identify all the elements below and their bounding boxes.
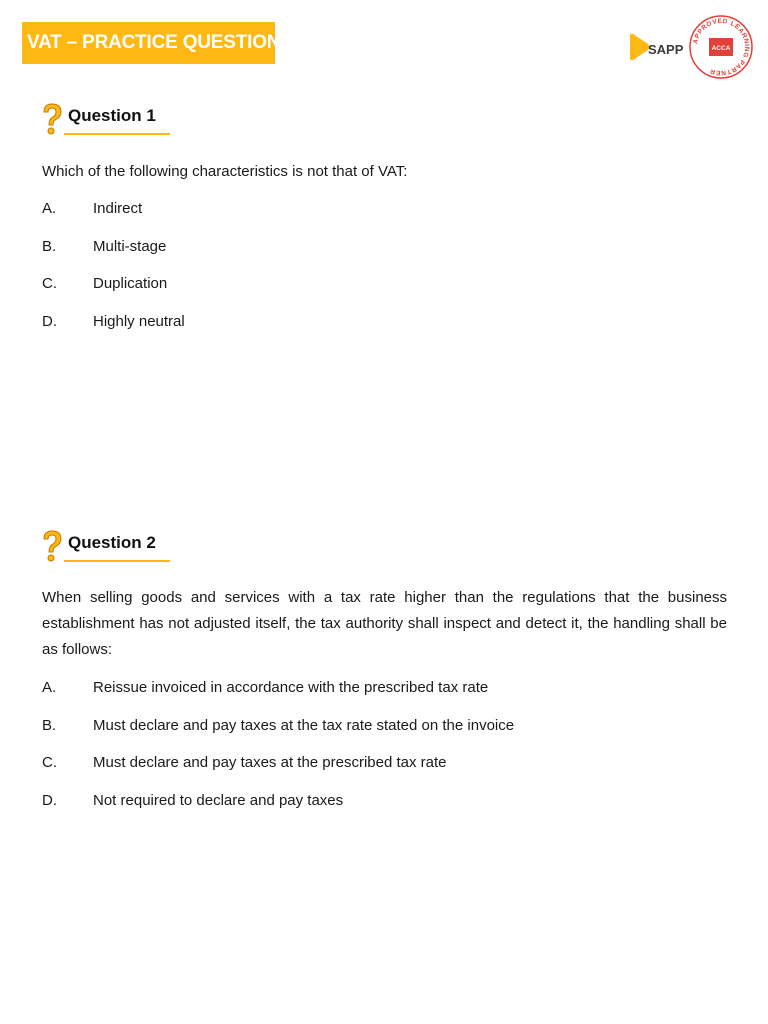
sapp-logo-text: SAPP <box>648 42 684 57</box>
answer-options <box>42 675 722 826</box>
option-letter: A. <box>42 200 57 217</box>
option-letter: D. <box>42 792 57 810</box>
question-title-underline <box>64 133 170 135</box>
answer-option <box>42 271 722 309</box>
option-text: Indirect <box>93 200 143 217</box>
answer-option <box>42 750 722 788</box>
sapp-logo <box>628 32 686 62</box>
question-prompt: Which of the following characteristics is not that of VAT: <box>42 163 408 180</box>
question-heading <box>40 100 180 136</box>
question-mark-icon <box>40 529 64 563</box>
option-text: Multi-stage <box>93 237 167 255</box>
option-text: Not required to declare and pay taxes <box>93 792 344 810</box>
page-title: VAT – PRACTICE QUESTIONS <box>27 32 293 53</box>
page-header-banner <box>22 22 293 64</box>
question-title-underline <box>64 560 170 562</box>
answer-option <box>42 713 722 751</box>
question-mark-icon <box>40 102 64 136</box>
option-letter: C. <box>42 754 57 772</box>
question-2 <box>40 527 730 810</box>
answer-option <box>42 196 722 234</box>
answer-option <box>42 309 722 347</box>
answer-option <box>42 675 722 713</box>
partner-logos <box>628 14 754 80</box>
option-text: Highly neutral <box>93 313 185 331</box>
sapp-play-icon <box>630 34 650 61</box>
option-letter: B. <box>42 237 57 255</box>
option-text: Reissue invoiced in accordance with the prescribed tax rate <box>93 679 489 696</box>
question-heading <box>40 527 180 563</box>
answer-option <box>42 234 722 272</box>
option-text: Duplication <box>93 275 168 293</box>
acca-approved-badge <box>688 14 754 80</box>
answer-options <box>42 196 722 347</box>
question-title: Question 1 <box>68 106 156 125</box>
option-text: Must declare and pay taxes at the prescribed tax rate <box>93 754 447 772</box>
acca-badge-text: ACCA <box>711 45 731 52</box>
option-letter: D. <box>42 313 57 331</box>
acca-ring-text: APPROVED LEARNING PARTNER <box>692 17 751 77</box>
option-letter: B. <box>42 716 57 734</box>
question-title: Question 2 <box>68 533 156 552</box>
option-letter: A. <box>42 679 57 696</box>
option-letter: C. <box>42 275 57 293</box>
answer-option <box>42 788 722 826</box>
question-1 <box>40 100 730 331</box>
question-prompt: When selling goods and services with a tax rate higher than the regulations that the business establishment has not adjusted itself, the tax authority shall inspect and detect it, the handling shall be as follows: <box>42 589 727 658</box>
option-text: Must declare and pay taxes at the tax rate stated on the invoice <box>93 716 515 734</box>
